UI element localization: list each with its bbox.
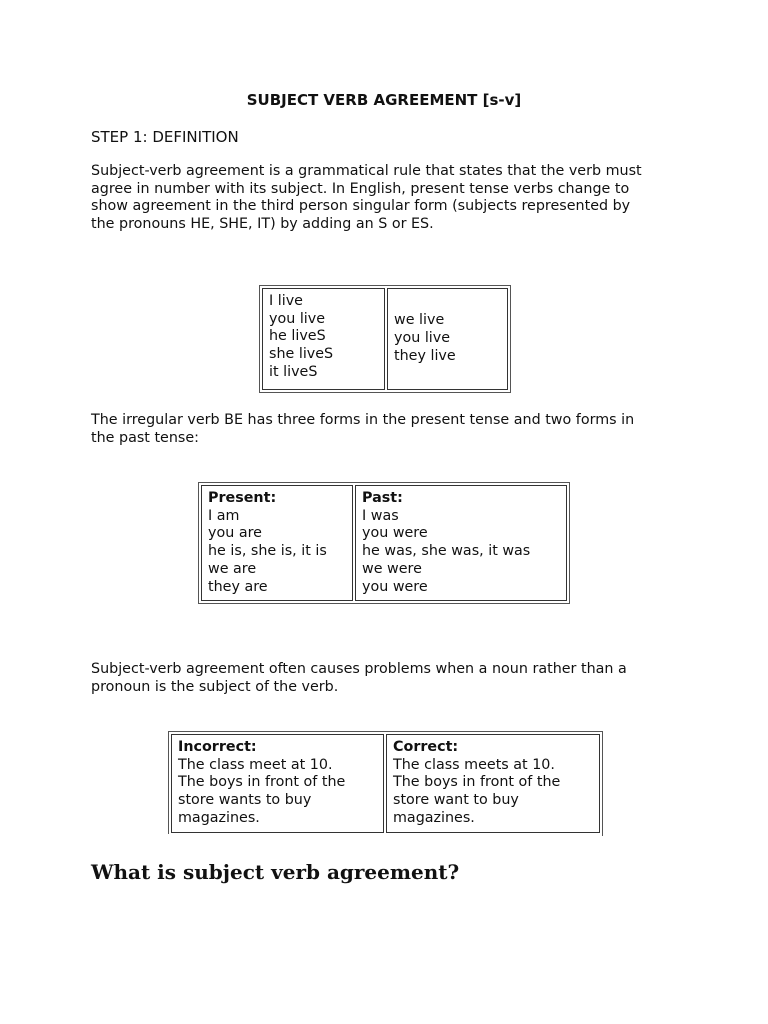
conjugation-item: he liveS <box>269 328 326 345</box>
correct-example-line: The class meets at 10. <box>393 756 555 773</box>
past-form: we were <box>362 560 422 577</box>
incorrect-header: Incorrect: <box>178 739 257 755</box>
correct-example-line: magazines. <box>393 809 475 826</box>
conjugation-item: we live <box>394 312 445 329</box>
past-form: you were <box>362 578 428 595</box>
conjugation-item: I live <box>269 293 303 309</box>
past-header: Past: <box>362 490 403 506</box>
noun-intro-line: Subject-verb agreement often causes problems when a noun rather than a <box>91 661 627 677</box>
page-title: SUBJECT VERB AGREEMENT [s-v] <box>246 91 522 109</box>
plural-cell <box>387 288 508 390</box>
conjugation-item: you live <box>394 330 451 347</box>
past-form: he was, she was, it was <box>362 543 531 560</box>
step-heading: STEP 1: DEFINITION <box>91 128 239 146</box>
be-intro-line: the past tense: <box>91 429 199 446</box>
definition-line: show agreement in the third person singular form (subjects represented by <box>91 198 631 215</box>
past-form: I was <box>362 507 399 524</box>
examples-table <box>168 731 603 836</box>
definition-line: Subject-verb agreement is a grammatical rule that states that the verb must <box>91 163 642 179</box>
definition-line: the pronouns HE, SHE, IT) by adding an S or ES. <box>91 216 434 233</box>
correct-example-line: The boys in front of the <box>393 774 561 791</box>
past-form: you were <box>362 525 428 542</box>
present-form: he is, she is, it is <box>208 543 327 560</box>
correct-example-line: store want to buy <box>393 792 519 809</box>
present-form: I am <box>208 507 240 524</box>
conjugation-item: you live <box>269 310 326 327</box>
incorrect-example-line: The class meet at 10. <box>178 756 333 773</box>
present-header: Present: <box>208 490 277 506</box>
singular-cell <box>262 288 385 390</box>
incorrect-example-line: store wants to buy <box>178 792 312 809</box>
conjugation-item: she liveS <box>269 346 334 363</box>
present-form: we are <box>208 560 257 577</box>
past-cell <box>355 485 567 601</box>
definition-paragraph <box>91 163 681 234</box>
present-form: you are <box>208 525 262 542</box>
conjugation-item: they live <box>394 347 456 364</box>
noun-intro-line: pronoun is the subject of the verb. <box>91 678 339 695</box>
conjugation-item: it liveS <box>269 363 318 380</box>
incorrect-cell <box>171 734 384 833</box>
be-intro-line: The irregular verb BE has three forms in the present tense and two forms in <box>91 412 635 428</box>
correct-cell <box>386 734 600 833</box>
present-cell <box>201 485 353 601</box>
correct-header: Correct: <box>393 739 459 755</box>
incorrect-example-line: The boys in front of the <box>178 774 346 791</box>
noun-intro-paragraph <box>91 661 681 696</box>
page-break-mask <box>168 834 602 846</box>
question-heading: What is subject verb agreement? <box>91 860 460 884</box>
incorrect-example-line: magazines. <box>178 809 260 826</box>
be-intro-paragraph <box>91 412 681 447</box>
definition-line: agree in number with its subject. In English, present tense verbs change to <box>91 180 630 197</box>
live-conjugation-table <box>259 285 511 393</box>
present-form: they are <box>208 578 268 595</box>
be-forms-table <box>198 482 570 604</box>
